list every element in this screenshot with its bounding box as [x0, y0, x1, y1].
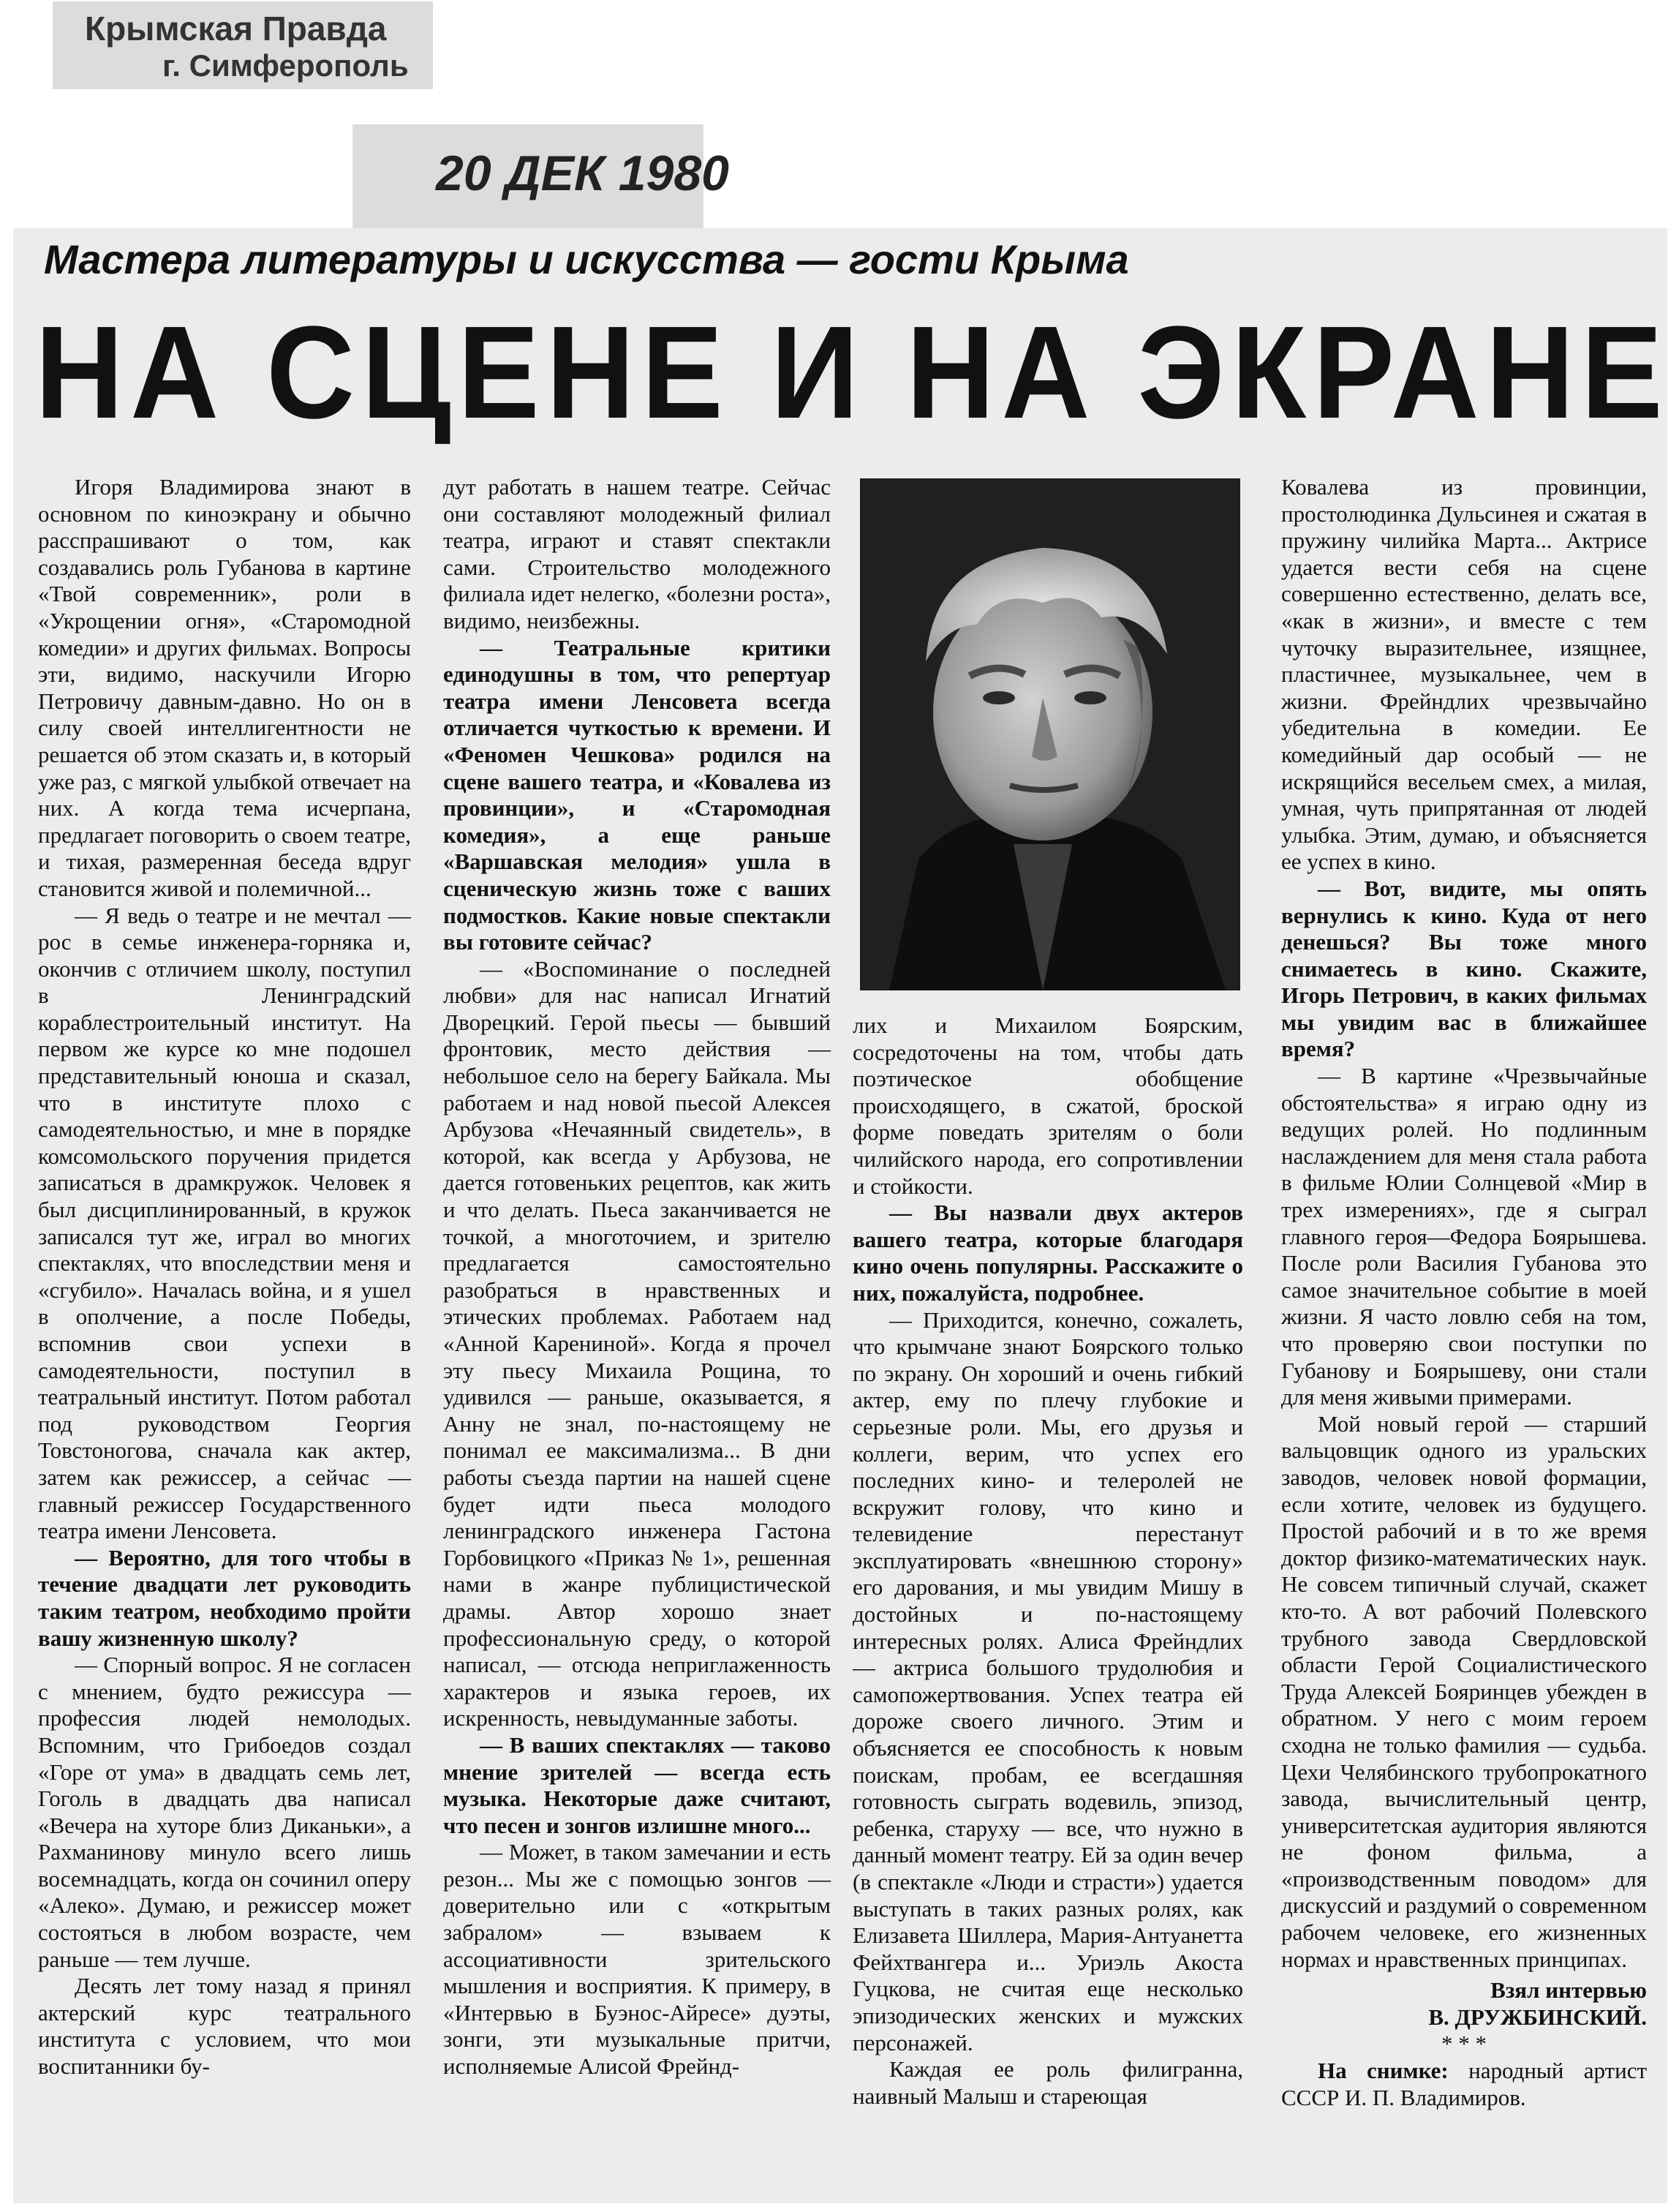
caption-text: народный артист СССР И. П. Владимиров. — [1281, 2058, 1647, 2110]
paragraph: Каждая ее роль филигранна, наивный Малыш и стареющая — [853, 2056, 1243, 2109]
paragraph: Ковалева из провинции, простолюдинка Дульсинея и сжатая в пружину чилийка Марта... Актрисе удается вести себя на сцене совершенно естественно, делать все, «как в жизни», и вместе с тем чуточку выразительнее, изящнее, пластичнее, музыкальнее, чем в жизни. Фрейндлих чрезвычайно убедительна в комедии. Ее комедийный дар особый — не искрящийся весельем смех, а милая, умная, чуть припрятанная от людей улыбка. Этим, думаю, и объясняется ее успех в кино. — [1281, 474, 1647, 875]
paragraph: Мой новый герой — старший вальцовщик одного из уральских заводов, человек новой формации, если хотите, человек из будущего. Простой рабочий и в то же время доктор физико-математических наук. Не совсем типичный случай, скажет кто-то. А вот рабочий Полевского трубного завода Свердловской области Герой Социалистического Труда Алексей Бояринцев убежден в обратном. У него с моим героем сходна не только фамилия — судьба. Цехи Челябинского трубопрокатного завода, вычислительный центр, университетская аудитория являются не фоном фильма, а «производственным поводом» для дискуссий и раздумий о современном рабочем человеке, его жизненных нормах и нравственных принципах. — [1281, 1410, 1647, 1972]
paragraph: — Приходится, конечно, сожалеть, что крымчане знают Боярского только по экрану. Он хороший и очень гибкий актер, ему по плечу глубокие и серьезные роли. Мы, его друзья и коллеги, верим, что успех его последних кино- и телеролей не вскружит голову, что кино и телевидение перестанут эксплуатировать «внешнюю сторону» его дарования, и мы увидим Мишу в достойных и по-настоящему интересных ролях. Алиса Фрейндлих — актриса большого трудолюбия и самопожертвования. Успех театра ей дороже своего личного. Этим и объясняется ее способность к новым поискам, пробам, ее всегдашняя готовность сыграть водевиль, эпизод, ребенка, старуху — все, что нужно в данный момент театру. Ей за один вечер (в спектакле «Люди и страсти») удается выступать в таких разных ролях, как Елизавета Шиллера, Мария-Антуанетта Фейхтвангера и... Уриэль Акоста Гуцкова, не считая еще несколько эпизодических женских и мужских персонажей. — [853, 1306, 1243, 2055]
article-kicker: Мастера литературы и искусства — гости Крыма — [44, 236, 1129, 282]
paragraph: дут работать в нашем театре. Сейчас они составляют молодежный филиал театра, играют и ставят спектакли сами. Строительство молодежного филиала идет нелегко, «болезни роста», видимо, неизбежны. — [443, 474, 831, 633]
paragraph: — «Воспоминание о последней любви» для нас написал Игнатий Дворецкий. Герой пьесы — бывший фронтовик, место действия — небольшое село на берегу Байкала. Мы работаем и над новой пьесой Алексея Арбузова «Нечаянный свидетель», в которой, как всегда у Арбузова, не дается готовеньких рецептов, как жить и что делать. Пьеса заканчивается не точкой, а многоточием, и зрителю предлагается самостоятельно разобраться в нравственных и этических проблемах. Работаем над «Анной Карениной». Когда я прочел эту пьесу Михаила Рощина, то удивился — раньше, оказывается, я Анну не знал, по-настоящему не понимал ее максимализма... В дни работы съезда партии на нашей сцене будет идти пьеса молодого ленинградского инженера Гастона Горбовицкого «Приказ № 1», решенная нами в жанре публицистической драмы. Автор хорошо знает профессиональную среду, о которой написал, — отсюда неприглаженность характеров и языка героев, их искренность, невыдуманные заботы. — [443, 955, 831, 1731]
interview-question: — Театральные критики единодушны в том, что репертуар театра имени Ленсовета всегда отличается чуткостью к времени. И «Феномен Чешкова» родился на сцене вашего театра, и «Ковалева из провинции», и «Старомодная комедия», а еще раньше «Варшавская мелодия» ушла в сценическую жизнь тоже с ваших подмостков. Какие новые спектакли вы готовите сейчас? — [443, 634, 831, 955]
portrait-image — [860, 478, 1240, 990]
portrait-photo — [860, 478, 1240, 990]
interview-question: — Вот, видите, мы опять вернулись к кино. Куда от него денешься? Вы тоже много снимаетесь в кино. Скажите, Игорь Петрович, в каких фильмах мы увидим вас в ближайшее время? — [1281, 875, 1647, 1062]
photo-caption — [1281, 2058, 1647, 2111]
paragraph: — В картине «Чрезвычайные обстоятельства» я играю одну из ведущих ролей. Но подлинным наслаждением для меня стала работа в фильме Юлии Солнцевой «Мир в трех измерениях», где я сыграл главного героя—Федора Боярышева. После роли Василия Губанова это самое значительное событие в моей жизни. Я часто ловлю себя на том, что проверяю свои поступки по Губанову и Боярышеву, они стали для меня живыми примерами. — [1281, 1063, 1647, 1410]
interview-question: — Вы назвали двух актеров вашего театра, которые благодаря кино очень популярны. Расскажите о них, пожалуйста, подробнее. — [853, 1200, 1243, 1306]
paragraph: — Я ведь о театре и не мечтал — рос в семье инженера-горняка и, окончив с отличием школу, поступил в Ленинградский кораблестроительный институт. На первом же курсе ко мне подошел представительный юноша и сказал, что в институте плохо с самодеятельностью, и мне в порядке комсомольского поручения придется записаться в драмкружок. Человек я был дисциплинированный, в кружок записался тут же, играл во многих спектаклях, что впоследствии меня и «сгубило». Началась война, и я ушел в ополчение, а после Победы, вспомнив свои успехи в самодеятельности, поступил в театральный институт. Потом работал под руководством Георгия Товстоногова, сначала как актер, затем как режиссер, а сейчас — главный режиссер Государственного театра имени Ленсовета. — [38, 902, 411, 1544]
paragraph: Игоря Владимирова знают в основном по киноэкрану и обычно расспрашивают о том, как создавались роль Губанова в картине «Твой современник», роли в «Укрощении огня», «Старомодной комедии» и других фильмах. Вопросы эти, видимо, наскучили Игорю Петровичу давным-давно. Но он в силу своей интеллигентности не решается об этом сказать и, в который уже раз, с мягкой улыбкой отвечает на них. А когда тема исчерпана, предлагает поговорить о своем театре, и тихая, размеренная беседа вдруг становится живой и полемичной... — [38, 474, 411, 901]
column-2 — [443, 474, 831, 2080]
interview-question: — Вероятно, для того чтобы в течение двадцати лет руководить таким театром, необходимо пройти вашу жизненную школу? — [38, 1544, 411, 1651]
article-title: НА СЦЕНЕ И НА ЭКРАНЕ — [35, 299, 1669, 446]
separator-stars: * * * — [1441, 2031, 1487, 2057]
paragraph: — Спорный вопрос. Я не согласен с мнением, будто режиссура — профессия людей немолодых. Вспомним, что Грибоедов создал «Горе от ума» в двадцать семь лет, Гоголь в двадцать два написал «Вечера на хуторе близ Диканьки», а Рахманинову минуло всего лишь восемнадцать, когда он сочинил оперу «Алеко». Думаю, и режиссер может состояться в любом возрасте, чем раньше — тем лучше. — [38, 1652, 411, 1972]
interview-question: — В ваших спектаклях — таково мнение зрителей — всегда есть музыка. Некоторые даже считают, что песен и зонгов излишне много... — [443, 1731, 831, 1838]
interviewer-intro: Взял интервью — [1490, 1977, 1647, 2004]
author-name: В. ДРУЖБИНСКИЙ. — [1428, 2004, 1647, 2030]
newspaper-city: г. Симферополь — [162, 48, 409, 83]
column-3 — [853, 1012, 1243, 2110]
paragraph: лих и Михаилом Боярским, сосредоточены на том, чтобы дать поэтическое обобщение происходящего, в сжатой, броской форме поведать зрителям о боли чилийского народа, его сопротивлении и стойкости. — [853, 1012, 1243, 1199]
column-1 — [38, 474, 411, 2080]
column-4 — [1281, 474, 1647, 2111]
paragraph: — Может, в таком замечании и есть резон... Мы же с помощью зонгов — доверительно или с «открытым забралом» — взываем к ассоциативности зрительского мышления и восприятия. К примеру, в «Интервью в Буэнос-Айресе» дуэты, зонги, эти музыкальные притчи, исполняемые Алисой Фрейнд- — [443, 1839, 831, 2080]
date-stamp: 20 ДЕК 1980 — [436, 146, 729, 201]
paragraph: Десять лет тому назад я принял актерский курс театрального института с условием, что мои воспитанники бу- — [38, 1973, 411, 2080]
caption-label: На снимке: — [1318, 2058, 1449, 2084]
newspaper-name: Крымская Правда — [85, 10, 387, 48]
